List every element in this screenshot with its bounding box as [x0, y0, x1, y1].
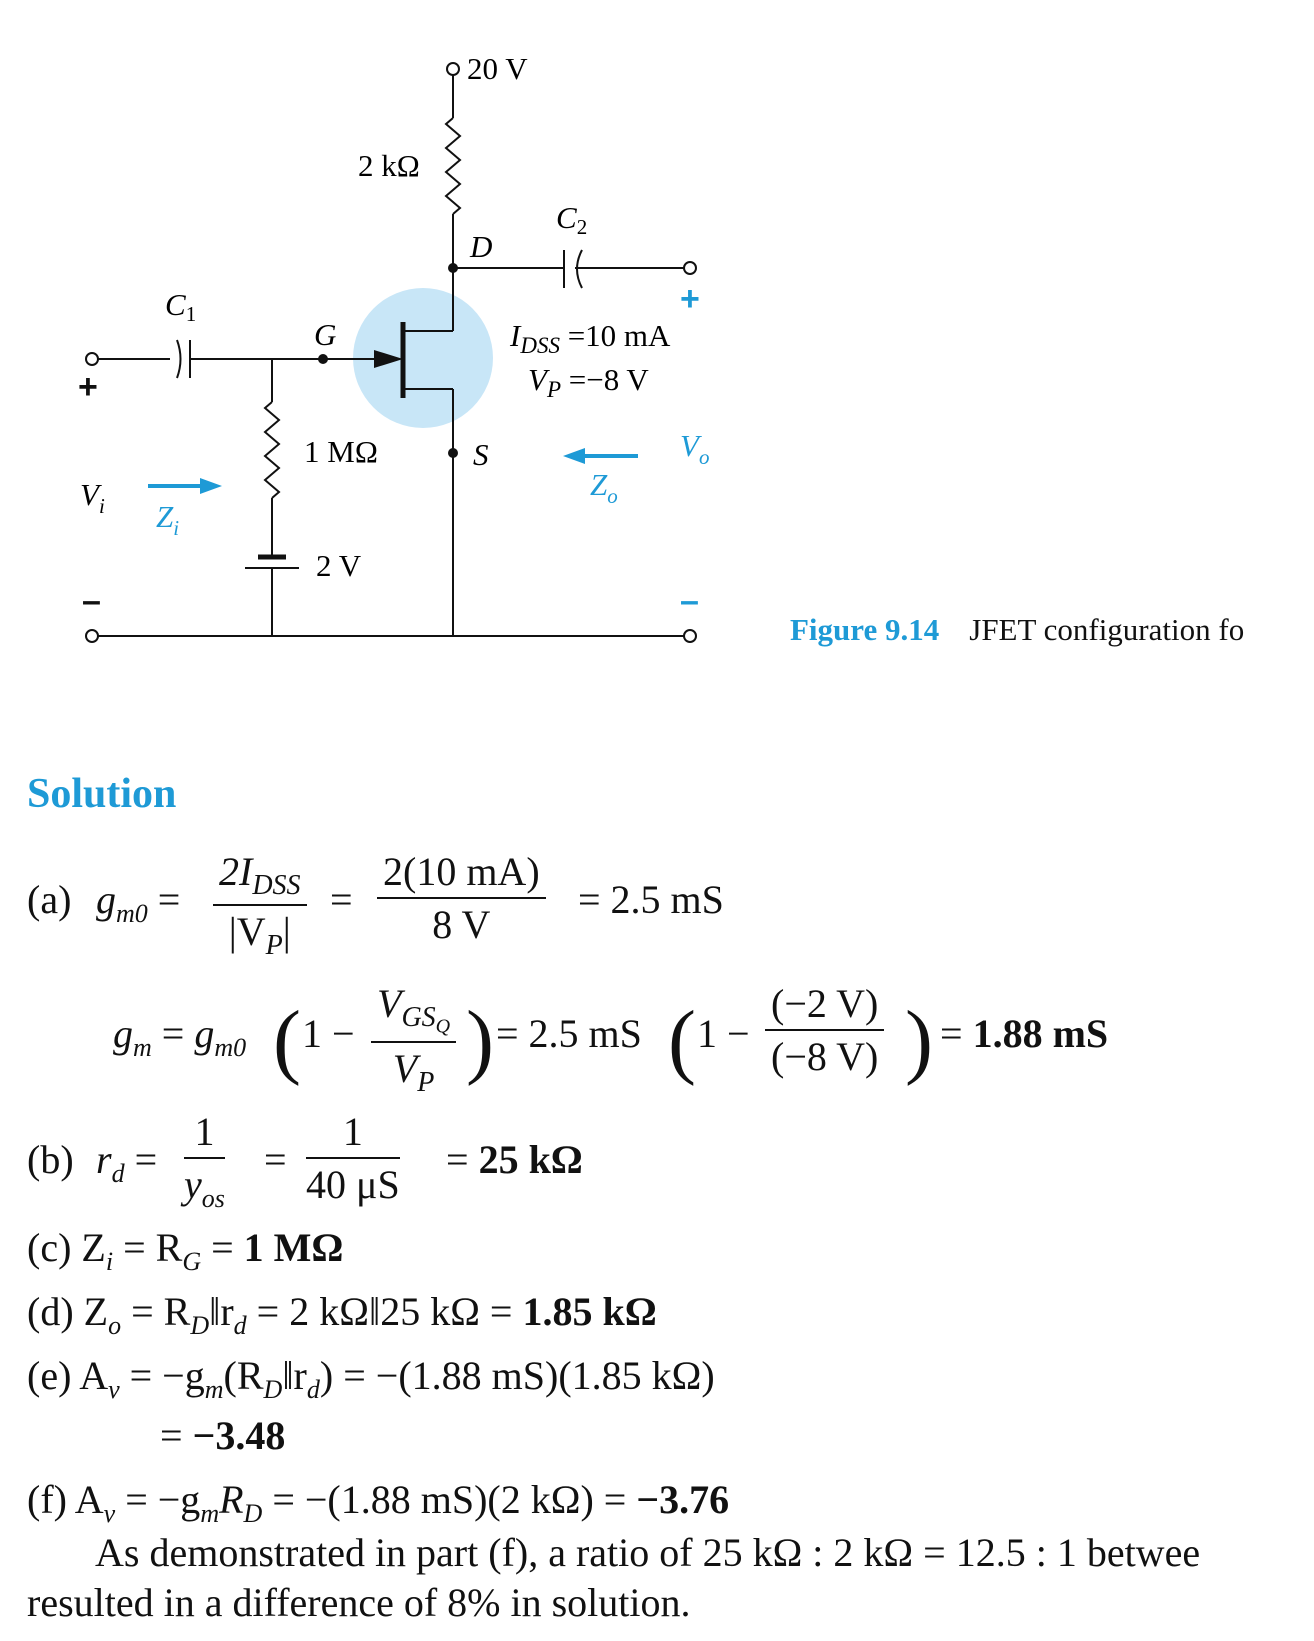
output-terminal-top — [684, 262, 696, 274]
vo-label: $V_o$ — [680, 428, 710, 469]
eq-a2-one: 1 − — [302, 1011, 355, 1056]
output-minus: – — [680, 582, 699, 620]
supply-terminal — [447, 63, 459, 75]
input-minus: – — [82, 582, 101, 620]
drain-resistor — [446, 118, 460, 214]
eq-a2-mid: = 2.5 mS — [496, 1011, 642, 1056]
eq-e: (e) $A_v$ = $-g_m(R_D‖r_d) = -(1.88$ mS)(1.85 kΩ) — [27, 1353, 715, 1404]
conclusion-paragraph — [27, 1528, 1314, 1628]
figure-caption — [790, 612, 1244, 648]
gate-resistor-label: 1 MΩ — [304, 434, 378, 469]
eq-b-lhs: $r_d$ = — [96, 1137, 158, 1188]
eq-a-label: (a) — [27, 877, 72, 922]
eq-a2-paren-open: ( — [273, 994, 301, 1087]
zi-label: $Z_i$ — [156, 499, 180, 540]
eq-b-eq2: = — [264, 1137, 287, 1182]
eq-b-frac2: $\frac{1}{40 \mu S}$ — [306, 1109, 400, 1207]
eq-a2-frac: $V_{GS_Q}$ $V_P$ — [371, 980, 456, 1099]
eq-a-frac1: $2I_{DSS}$ $|V_P|$ — [213, 848, 307, 962]
eq-a-lhs: $g_{m0}$ = — [96, 877, 181, 928]
eq-d: (d) $Z_o$ = $R_D‖r_d = 2$ kΩ‖25 kΩ = 1.85 kΩ — [27, 1289, 657, 1340]
output-terminal-bottom — [684, 630, 696, 642]
figure-caption-text: JFET configuration fo — [969, 612, 1245, 647]
input-terminal-top — [86, 353, 98, 365]
supply-label: 20 V — [467, 51, 528, 86]
solution-heading: Solution — [27, 771, 177, 817]
output-plus: + — [680, 280, 700, 318]
gate-resistor — [265, 402, 279, 498]
eq-b-frac1: 1 $y_{os}$ — [184, 1109, 225, 1213]
c1-label: C1 — [165, 287, 197, 326]
eq-a2-paren-open-b: ( — [668, 994, 696, 1087]
eq-f: (f) $A_v = -g_mR_D = -(1.88$ mS)(2 kΩ) = −3.76 — [27, 1477, 730, 1528]
eq-e2: = −3.48 — [160, 1413, 286, 1458]
eq-b-label: (b) — [27, 1137, 74, 1182]
circuit-diagram — [0, 0, 1314, 700]
eq-a-result: = 2.5 mS — [578, 877, 724, 922]
vi-label: $V_i$ — [80, 477, 105, 518]
eq-a2-one-b: 1 − — [697, 1011, 750, 1056]
eq-a-frac2: $\frac{2(10 mA)}{8 V}$ — [377, 848, 546, 948]
conclusion-line-1: As demonstrated in part (f), a ratio of 25 kΩ : 2 kΩ = 12.5 : 1 betwee — [95, 1530, 1201, 1575]
idss-spec: $I_{DSS} =10$ mA — [510, 318, 671, 358]
figure-number: Figure 9.14 — [790, 612, 940, 647]
eq-b-result: = 25 kΩ — [446, 1137, 583, 1182]
eq-c: (c) $Z_i = R_G = 1$ MΩ — [27, 1225, 344, 1276]
drain-label: D — [470, 229, 493, 264]
input-terminal-bottom — [86, 630, 98, 642]
conclusion-line-2: resulted in a difference of 8% in solution. — [27, 1580, 691, 1625]
gate-label: G — [314, 317, 337, 352]
battery-label: 2 V — [316, 548, 362, 583]
input-plus: + — [78, 368, 98, 406]
eq-a2-lhs: $g_m = g_{m0}$ — [113, 1011, 247, 1062]
eq-a2-frac2: $\frac{(-2 V)}{(-8 V)}$ — [765, 980, 884, 1080]
eq-a-eq2: = — [330, 877, 353, 922]
drain-resistor-label: 2 kΩ — [358, 148, 420, 183]
zo-label: $Z_o$ — [590, 467, 618, 508]
zi-arrow — [148, 478, 222, 494]
c2-label: C2 — [556, 200, 588, 239]
eq-a2-result: = 1.88 mS — [940, 1011, 1109, 1056]
vp-spec: $V_P =-8$ V — [528, 362, 649, 402]
zo-arrow — [563, 448, 638, 464]
eq-a2-paren-close: ) — [466, 994, 494, 1087]
source-label: S — [473, 437, 489, 472]
eq-a2-paren-close-b: ) — [905, 994, 933, 1087]
